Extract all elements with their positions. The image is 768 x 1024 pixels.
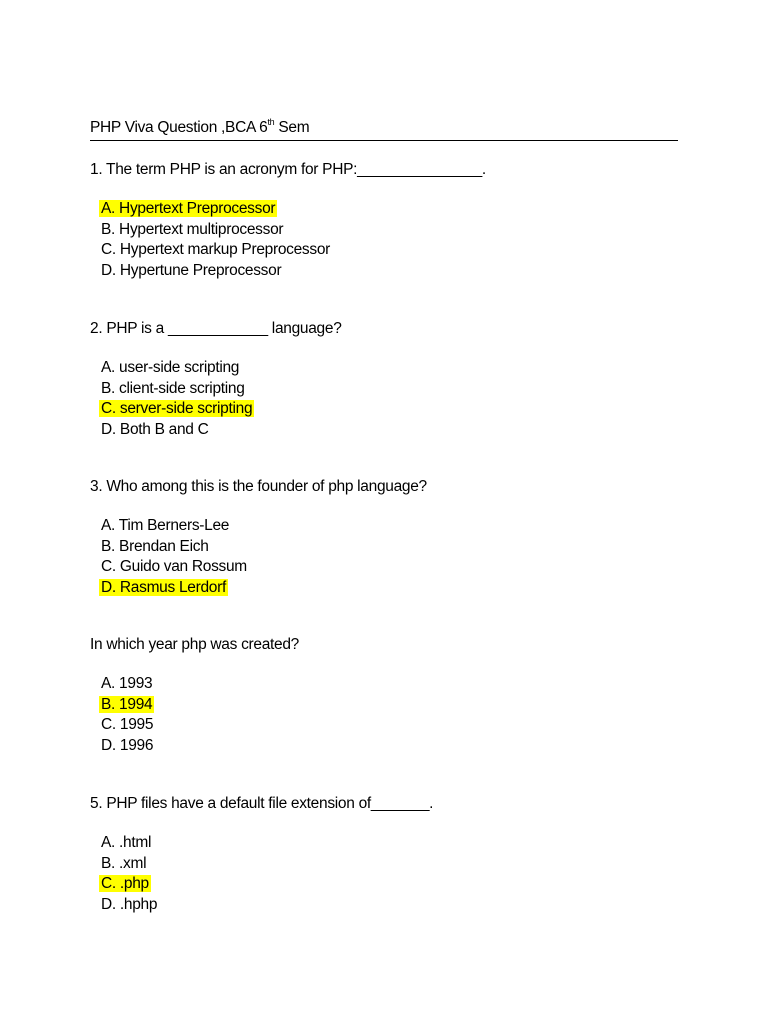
option-label: B. Hypertext multiprocessor bbox=[101, 220, 284, 238]
option-label: A. user-side scripting bbox=[101, 358, 240, 376]
page-title bbox=[90, 118, 678, 141]
option-item bbox=[101, 261, 710, 282]
option-item bbox=[101, 833, 710, 854]
option-item bbox=[101, 854, 710, 875]
question-text: 2. PHP is a ____________ language? bbox=[90, 320, 342, 337]
option-label: D. .hphp bbox=[101, 896, 158, 914]
option-item bbox=[101, 220, 710, 241]
option-label: C. Hypertext markup Preprocessor bbox=[101, 241, 331, 259]
question-text: 3. Who among this is the founder of php language? bbox=[90, 478, 427, 495]
option-label: C. server-side scripting bbox=[101, 400, 253, 418]
option-label: C. Guido van Rossum bbox=[101, 558, 247, 576]
option-item bbox=[101, 895, 710, 916]
option-item-correct bbox=[101, 578, 710, 599]
option-label: D. Rasmus Lerdorf bbox=[101, 579, 226, 597]
option-item bbox=[101, 240, 710, 261]
option-item-correct bbox=[101, 399, 710, 420]
option-item bbox=[101, 537, 710, 558]
option-item-correct bbox=[101, 874, 710, 895]
question-1 bbox=[90, 160, 710, 282]
option-list bbox=[101, 199, 710, 282]
page-title-superscript: th bbox=[267, 116, 275, 127]
question-2 bbox=[90, 319, 710, 441]
option-list bbox=[101, 516, 710, 599]
option-label: B. .xml bbox=[101, 854, 147, 872]
option-label: A. 1993 bbox=[101, 674, 153, 692]
option-label: A. Tim Berners-Lee bbox=[101, 516, 230, 534]
option-label: D. Both B and C bbox=[101, 421, 209, 439]
option-item bbox=[101, 516, 710, 537]
option-item bbox=[101, 715, 710, 736]
option-label: D. 1996 bbox=[101, 737, 154, 755]
question-text: 1. The term PHP is an acronym for PHP:_______________. bbox=[90, 161, 486, 178]
option-label: B. 1994 bbox=[101, 695, 153, 713]
option-item bbox=[101, 420, 710, 441]
question-5 bbox=[90, 794, 710, 916]
option-label: B. Brendan Eich bbox=[101, 537, 209, 555]
page-title-prefix: PHP Viva Question ,BCA 6 bbox=[90, 119, 268, 136]
option-item-correct bbox=[101, 199, 710, 220]
option-list bbox=[101, 358, 710, 441]
question-4 bbox=[90, 635, 710, 757]
option-label: C. 1995 bbox=[101, 716, 154, 734]
question-3 bbox=[90, 477, 710, 599]
option-label: D. Hypertune Preprocessor bbox=[101, 262, 282, 280]
option-list bbox=[101, 833, 710, 916]
option-label: A. .html bbox=[101, 833, 152, 851]
option-item-correct bbox=[101, 695, 710, 716]
option-label: A. Hypertext Preprocessor bbox=[101, 199, 276, 217]
option-list bbox=[101, 674, 710, 757]
option-label: B. client-side scripting bbox=[101, 379, 245, 397]
question-text: 5. PHP files have a default file extension of_______. bbox=[90, 795, 434, 812]
option-item bbox=[101, 557, 710, 578]
option-item bbox=[101, 379, 710, 400]
option-item bbox=[101, 358, 710, 379]
option-label: C. .php bbox=[101, 875, 149, 893]
question-text: In which year php was created? bbox=[90, 636, 299, 653]
option-item bbox=[101, 736, 710, 757]
page-title-suffix: Sem bbox=[274, 119, 310, 136]
option-item bbox=[101, 674, 710, 695]
